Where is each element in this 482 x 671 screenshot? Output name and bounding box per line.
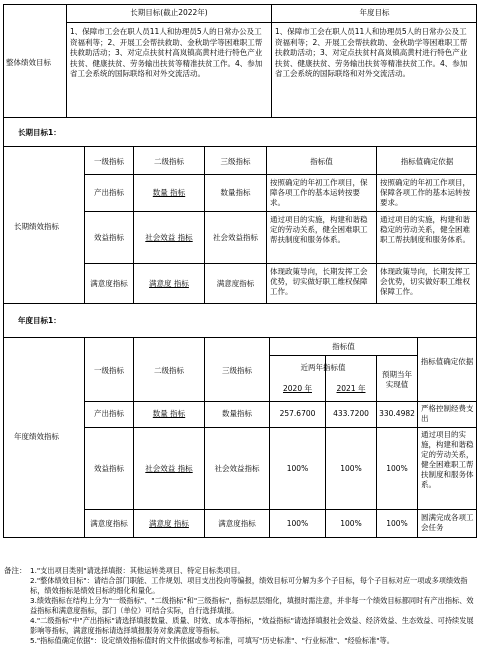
- divider: [266, 146, 267, 304]
- note-item: 2."整体绩效目标"：请结合部门职能、工作规划、项目支出投向等编报，绩效目标可分解为多个子目标，每个子目标对应一项或多项绩效指标，绩效指标是绩效目标的细化和量化。: [30, 576, 468, 595]
- an-row2-forecast: 100%: [386, 464, 408, 473]
- lt-row3-value: 体现政策导向，长期发挥工会优势，切实做好职工维权保障工作。: [270, 267, 368, 296]
- an-row1-l3: 数量指标: [222, 409, 252, 418]
- annual-table-label: 年度绩效指标: [14, 432, 59, 441]
- lt-row2-value: 通过项目的实施，构建和谐稳定的劳动关系，健全困难职工帮扶制度和服务体系。: [270, 215, 368, 244]
- annual-header-l1: 一级指标: [94, 366, 124, 375]
- annual-header-recent: 近两年指标值: [300, 363, 346, 372]
- an-row1-basis: 严格控制经费支出: [421, 404, 474, 423]
- divider: [417, 337, 418, 538]
- an-row3-l3: 满意度指标: [218, 519, 256, 528]
- lt-row1-l3: 数量指标: [220, 188, 251, 197]
- an-row1-forecast: 330.4982: [379, 409, 415, 418]
- lt-row2-basis: 通过项目的实施，构建和谐稳定的劳动关系，健全困难职工帮扶制度和服务体系。: [380, 215, 470, 244]
- lt-row2-l2: 社会效益 指标: [145, 233, 193, 242]
- divider: [271, 4, 272, 118]
- lt-row3-l1: 满意度指标: [90, 279, 128, 288]
- annual-header-l2: 二级指标: [154, 366, 184, 375]
- long-term-table-label: 长期绩效指标: [14, 222, 59, 231]
- annual-header-basis: 指标值确定依据: [420, 357, 474, 366]
- annual-section-title: 年度目标1：: [18, 316, 61, 325]
- header-l3: 三级指标: [220, 157, 251, 166]
- note-item: 4."二级指标"中"产出指标"请选择填报数量、质量、时效、成本等指标，"效益指标"请选择填报社会效益、经济效益、生态效益、可持续发展影响等指标，满意度指标请选择填报服务对象满意度等指标。: [30, 616, 474, 635]
- divider: [84, 401, 477, 402]
- annual-table: [3, 304, 477, 538]
- divider: [66, 4, 67, 118]
- note-item: 3.绩效指标在结构上分为"一级指标"、"二级指标"和"三级指标"，指标层层细化，填报时需注意，并非每一个绩效目标都同时有产出指标、效益指标和满意度指标，部门（单位）可结合实际，自行选择填报。: [30, 596, 474, 615]
- long-term-section-title: 长期目标1：: [18, 128, 61, 137]
- an-row2-2021: 100%: [340, 464, 362, 473]
- annual-header-value: 指标值: [332, 342, 355, 351]
- lt-row3-basis: 体现政策导向，长期发挥工会优势，切实做好职工维权保障工作。: [380, 267, 470, 296]
- lt-row1-l1: 产出指标: [94, 188, 124, 197]
- an-row2-l2: 社会效益 指标: [145, 464, 193, 473]
- header-value: 指标值: [310, 157, 333, 166]
- an-row3-l2: 满意度 指标: [149, 519, 189, 528]
- an-row1-l2: 数量 指标: [152, 409, 186, 418]
- lt-row1-basis: 按照确定的年初工作项目，保障各项工作的基本运转按要求。: [380, 178, 470, 207]
- header-l1: 一级指标: [94, 157, 124, 166]
- annual-header-2020: 2020 年: [283, 384, 312, 393]
- an-row2-2020: 100%: [286, 464, 309, 473]
- lt-row3-l2: 满意度 指标: [149, 279, 189, 288]
- annual-header-2021: 2021 年: [336, 384, 366, 393]
- header-l2: 二级指标: [154, 157, 184, 166]
- lt-row3-l3: 满意度指标: [216, 279, 255, 288]
- lt-row1-value: 按照确定的年初工作项目，保障各项工作的基本运转按要求。: [270, 178, 368, 207]
- note-item: 1."支出项目类别"请选择填报：其他运转类项目、特定目标类项目。: [30, 566, 245, 575]
- annual-header-l3: 三级指标: [222, 366, 252, 375]
- an-row1-2020: 257.6700: [279, 409, 316, 418]
- an-row2-l3: 社会效益指标: [214, 464, 260, 473]
- divider: [84, 263, 477, 264]
- divider: [325, 355, 326, 538]
- overall-annual-text: 1、保障市工会在职人员11人和协理员5人的日常办公及工资福利等；2、开展工会帮扶救助、金秋助学等困难职工帮扶救助活动；3、对定点扶贫村高岚镇高黄村进行特色产业扶贫、健康扶贫、劳务输出扶贫等精准扶贫工作。4、参加省工会系统的国际联络和对外交流活动。: [275, 27, 468, 78]
- divider: [376, 146, 377, 304]
- divider: [3, 146, 477, 147]
- an-row1-l1: 产出指标: [94, 409, 124, 418]
- an-row3-forecast: 100%: [386, 519, 408, 528]
- divider: [376, 355, 377, 538]
- annual-column-header: 年度目标: [359, 8, 390, 17]
- note-item: 5."指标值确定依据"：设定绩效指标值时的文件依据或参考标准，可填写"历史标准"、"行业标准"、"经验标准"等。: [30, 636, 394, 645]
- divider: [3, 337, 477, 338]
- an-row3-2021: 100%: [340, 519, 362, 528]
- divider: [84, 509, 477, 510]
- long-term-column-header: 长期目标(截止2022年): [130, 8, 208, 17]
- notes-list: [30, 566, 474, 646]
- an-row3-2020: 100%: [286, 519, 309, 528]
- lt-row1-l2: 数量 指标: [152, 188, 186, 197]
- an-row2-basis: 通过项目的实施，构建和谐稳定的劳动关系，健全困难职工帮扶制度和服务体系。: [421, 430, 474, 489]
- notes-label: 备注：: [4, 566, 27, 575]
- header-basis: 指标值确定依据: [400, 157, 454, 166]
- annual-header-forecast: 预期当年实现值: [382, 370, 412, 389]
- lt-row2-l3: 社会效益指标: [213, 233, 258, 242]
- divider: [84, 427, 477, 428]
- an-row1-2021: 433.7200: [333, 409, 369, 418]
- an-row2-l1: 效益指标: [94, 464, 124, 473]
- divider: [84, 174, 477, 175]
- an-row3-basis: 圆满完成各项工会任务: [421, 513, 474, 532]
- overall-goal-label: 整体绩效目标: [6, 58, 51, 67]
- overall-long-term-text: 1、保障市工会在职人员11人和协理员5人的日常办公及工资福利等；2、开展工会帮扶救助、金秋助学等困难职工帮扶救助活动；3、对定点扶贫村高岚镇高黄村进行特色产业扶贫、健康扶贫、劳务输出扶贫等精准扶贫工作。4、参加省工会系统的国际联络和对外交流活动。: [70, 27, 263, 78]
- an-row3-l1: 满意度指标: [90, 519, 128, 528]
- lt-row2-l1: 效益指标: [94, 233, 124, 242]
- divider: [84, 211, 477, 212]
- divider: [269, 355, 417, 356]
